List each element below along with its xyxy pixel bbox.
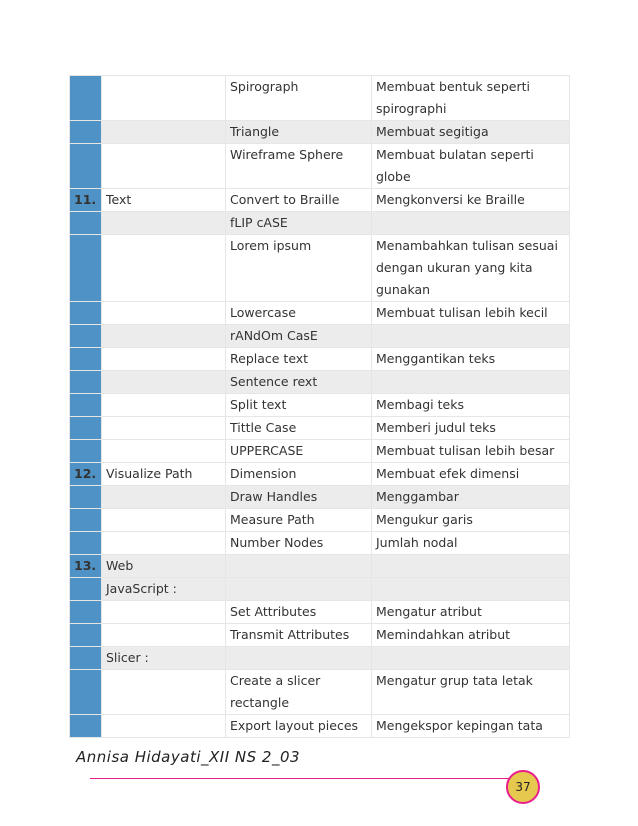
description-cell: Mengatur atribut (372, 601, 570, 624)
feature-cell: Export layout pieces (226, 715, 372, 738)
description-cell: Membuat tulisan lebih besar (372, 440, 570, 463)
row-number (70, 348, 102, 371)
footer-divider (90, 778, 526, 779)
table-row (70, 235, 570, 302)
table-row (70, 509, 570, 532)
table-row (70, 348, 570, 371)
category-cell (102, 486, 226, 509)
feature-cell: Measure Path (226, 509, 372, 532)
feature-cell (226, 555, 372, 578)
description-cell: Menambahkan tulisan sesuai dengan ukuran yang kita gunakan (372, 235, 570, 302)
table-row (70, 532, 570, 555)
row-number (70, 601, 102, 624)
feature-cell: Draw Handles (226, 486, 372, 509)
row-number (70, 486, 102, 509)
table-row (70, 121, 570, 144)
feature-cell: fLIP cASE (226, 212, 372, 235)
feature-cell: Lorem ipsum (226, 235, 372, 302)
table-row (70, 394, 570, 417)
feature-cell: Dimension (226, 463, 372, 486)
description-cell (372, 371, 570, 394)
row-number (70, 578, 102, 601)
row-number (70, 440, 102, 463)
feature-cell: Number Nodes (226, 532, 372, 555)
table-row (70, 578, 570, 601)
description-cell: Membuat efek dimensi (372, 463, 570, 486)
category-cell (102, 76, 226, 121)
description-cell (372, 578, 570, 601)
table-row (70, 463, 570, 486)
row-number (70, 121, 102, 144)
table-row (70, 486, 570, 509)
description-cell: Memberi judul teks (372, 417, 570, 440)
row-number (70, 302, 102, 325)
description-cell: Menggambar (372, 486, 570, 509)
row-number (70, 144, 102, 189)
category-cell (102, 348, 226, 371)
category-cell (102, 212, 226, 235)
feature-cell (226, 647, 372, 670)
row-number: 11. (70, 189, 102, 212)
category-cell (102, 417, 226, 440)
description-cell: Mengukur garis (372, 509, 570, 532)
category-cell: Web (102, 555, 226, 578)
row-number (70, 647, 102, 670)
description-cell (372, 555, 570, 578)
row-number (70, 532, 102, 555)
category-cell (102, 371, 226, 394)
table-row (70, 715, 570, 738)
category-cell (102, 121, 226, 144)
table-row (70, 555, 570, 578)
feature-cell: Transmit Attributes (226, 624, 372, 647)
feature-cell: Lowercase (226, 302, 372, 325)
table-row (70, 144, 570, 189)
category-cell: JavaScript : (102, 578, 226, 601)
category-cell (102, 440, 226, 463)
description-cell: Membagi teks (372, 394, 570, 417)
feature-cell: Create a slicer rectangle (226, 670, 372, 715)
feature-cell: Sentence rext (226, 371, 372, 394)
description-cell (372, 212, 570, 235)
category-cell: Text (102, 189, 226, 212)
description-cell: Jumlah nodal (372, 532, 570, 555)
row-number (70, 325, 102, 348)
category-cell (102, 394, 226, 417)
row-number (70, 394, 102, 417)
description-cell: Membuat bulatan seperti globe (372, 144, 570, 189)
description-cell (372, 325, 570, 348)
feature-cell: Tittle Case (226, 417, 372, 440)
category-cell: Slicer : (102, 647, 226, 670)
row-number: 13. (70, 555, 102, 578)
feature-cell: Triangle (226, 121, 372, 144)
category-cell (102, 235, 226, 302)
row-number: 12. (70, 463, 102, 486)
page-number-badge: 37 (506, 770, 540, 804)
feature-cell: rANdOm CasE (226, 325, 372, 348)
table-row (70, 371, 570, 394)
author-footer: Annisa Hidayati_XII NS 2_03 (76, 748, 301, 766)
feature-cell: Split text (226, 394, 372, 417)
table-row (70, 440, 570, 463)
table-row (70, 624, 570, 647)
description-cell (372, 647, 570, 670)
row-number (70, 212, 102, 235)
category-cell (102, 670, 226, 715)
table-row (70, 189, 570, 212)
feature-cell: Wireframe Sphere (226, 144, 372, 189)
feature-cell: UPPERCASE (226, 440, 372, 463)
row-number (70, 509, 102, 532)
description-cell: Membuat bentuk seperti spirographi (372, 76, 570, 121)
feature-cell: Replace text (226, 348, 372, 371)
description-cell: Mengekspor kepingan tata (372, 715, 570, 738)
table-row (70, 302, 570, 325)
row-number (70, 624, 102, 647)
feature-table (69, 75, 570, 738)
table-row (70, 212, 570, 235)
feature-cell (226, 578, 372, 601)
feature-table-body (70, 76, 570, 738)
feature-cell: Convert to Braille (226, 189, 372, 212)
table-row (70, 601, 570, 624)
description-cell: Membuat segitiga (372, 121, 570, 144)
table-row (70, 76, 570, 121)
category-cell (102, 624, 226, 647)
row-number (70, 417, 102, 440)
category-cell: Visualize Path (102, 463, 226, 486)
feature-cell: Spirograph (226, 76, 372, 121)
description-cell: Mengatur grup tata letak (372, 670, 570, 715)
category-cell (102, 302, 226, 325)
table-row (70, 670, 570, 715)
description-cell: Menggantikan teks (372, 348, 570, 371)
category-cell (102, 601, 226, 624)
row-number (70, 76, 102, 121)
feature-cell: Set Attributes (226, 601, 372, 624)
table-row (70, 417, 570, 440)
row-number (70, 371, 102, 394)
description-cell: Memindahkan atribut (372, 624, 570, 647)
description-cell: Mengkonversi ke Braille (372, 189, 570, 212)
category-cell (102, 715, 226, 738)
row-number (70, 715, 102, 738)
row-number (70, 235, 102, 302)
table-row (70, 325, 570, 348)
category-cell (102, 509, 226, 532)
category-cell (102, 144, 226, 189)
table-row (70, 647, 570, 670)
row-number (70, 670, 102, 715)
description-cell: Membuat tulisan lebih kecil (372, 302, 570, 325)
category-cell (102, 532, 226, 555)
category-cell (102, 325, 226, 348)
